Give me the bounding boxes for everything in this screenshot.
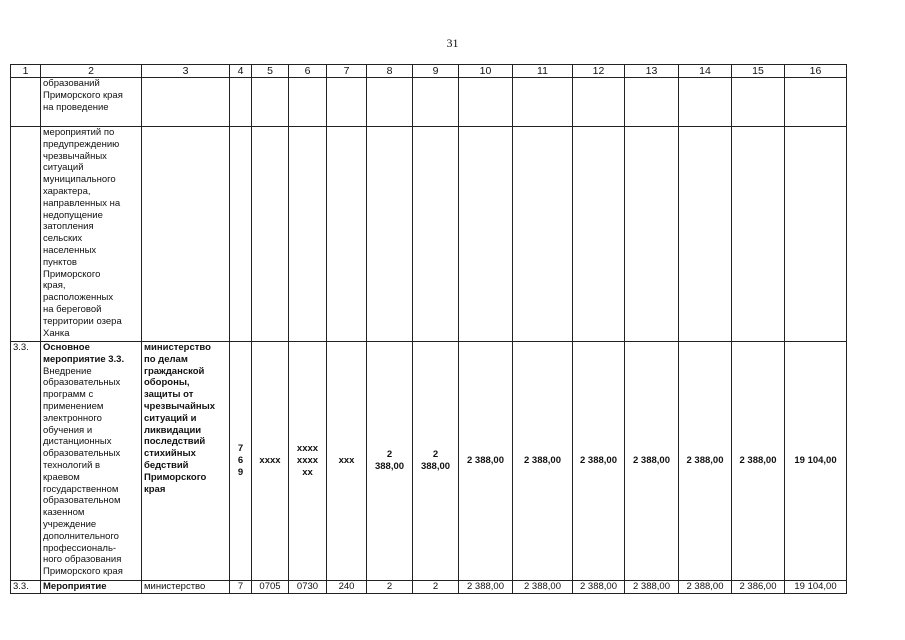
- code-grbs: 7: [230, 581, 252, 594]
- table-header-row: [11, 65, 847, 78]
- activity-name: Внедрение образовательных программ с применением электронного обучения и дистанционных образовательных технологий в краевом государственном образовательном казенном учреждение дополнительного профессиональ- ного образования Приморского края: [43, 365, 123, 578]
- code-rzpr: 0705: [252, 581, 289, 594]
- value-cell: 2 388,00: [513, 581, 573, 594]
- value-cell: 2 388,00: [413, 342, 459, 581]
- row-number: 3.3.: [11, 581, 41, 594]
- value-cell: 2 388,00: [367, 342, 413, 581]
- header-cell: 10: [459, 65, 513, 78]
- activity-title: Мероприятие: [41, 581, 142, 594]
- code-vr: ххх: [327, 342, 367, 581]
- header-cell: 4: [230, 65, 252, 78]
- activity-name-cell: [41, 342, 142, 581]
- table-row: [11, 78, 847, 127]
- header-cell: 15: [732, 65, 785, 78]
- activity-name: образований Приморского края на проведение: [41, 78, 142, 127]
- header-cell: 9: [413, 65, 459, 78]
- header-cell: 12: [573, 65, 625, 78]
- header-cell: 8: [367, 65, 413, 78]
- page-number: 31: [446, 36, 459, 50]
- value-cell: 2 388,00: [513, 342, 573, 581]
- value-cell: 2 388,00: [679, 581, 732, 594]
- table-row: [11, 581, 847, 594]
- total-cell: 19 104,00: [785, 581, 847, 594]
- header-cell: 5: [252, 65, 289, 78]
- value-cell: 2 388,00: [573, 581, 625, 594]
- code-csr: 0730: [289, 581, 327, 594]
- code-csr: хххх хххх хх: [289, 342, 327, 581]
- table-row: [11, 342, 847, 581]
- header-cell: 13: [625, 65, 679, 78]
- value-cell: 2 386,00: [732, 581, 785, 594]
- value-cell: 2 388,00: [459, 342, 513, 581]
- value-cell: 2 388,00: [625, 581, 679, 594]
- header-cell: 14: [679, 65, 732, 78]
- code-vr: 240: [327, 581, 367, 594]
- value-cell: 2 388,00: [679, 342, 732, 581]
- value-cell: 2 388,00: [625, 342, 679, 581]
- table-row: [11, 127, 847, 342]
- header-cell: 11: [513, 65, 573, 78]
- executor: министерство: [142, 581, 230, 594]
- value-cell: 2 388,00: [459, 581, 513, 594]
- code-grbs: 7 6 9: [230, 342, 252, 581]
- header-cell: 7: [327, 65, 367, 78]
- header-cell: 2: [41, 65, 142, 78]
- value-cell: 2 388,00: [573, 342, 625, 581]
- header-cell: 16: [785, 65, 847, 78]
- total-cell: 19 104,00: [785, 342, 847, 581]
- header-cell: 3: [142, 65, 230, 78]
- activity-title: Основное мероприятие 3.3.: [43, 342, 125, 365]
- value-cell: 2: [367, 581, 413, 594]
- executor: министерство по делам гражданской обороны, защиты от чрезвычайных ситуаций и ликвидации последствий стихийных бедствий Приморского края: [142, 342, 230, 581]
- header-cell: 1: [11, 65, 41, 78]
- budget-table: [10, 64, 847, 594]
- value-cell: 2 388,00: [732, 342, 785, 581]
- row-number: 3.3.: [11, 342, 41, 581]
- code-rzpr: хххх: [252, 342, 289, 581]
- header-cell: 6: [289, 65, 327, 78]
- value-cell: 2: [413, 581, 459, 594]
- activity-name: мероприятий по предупреждению чрезвычайных ситуаций муниципального характера, направленных на недопущение затопления сельских населенных пунктов Приморского края, расположенных на береговой территории озера Ханка: [41, 127, 142, 342]
